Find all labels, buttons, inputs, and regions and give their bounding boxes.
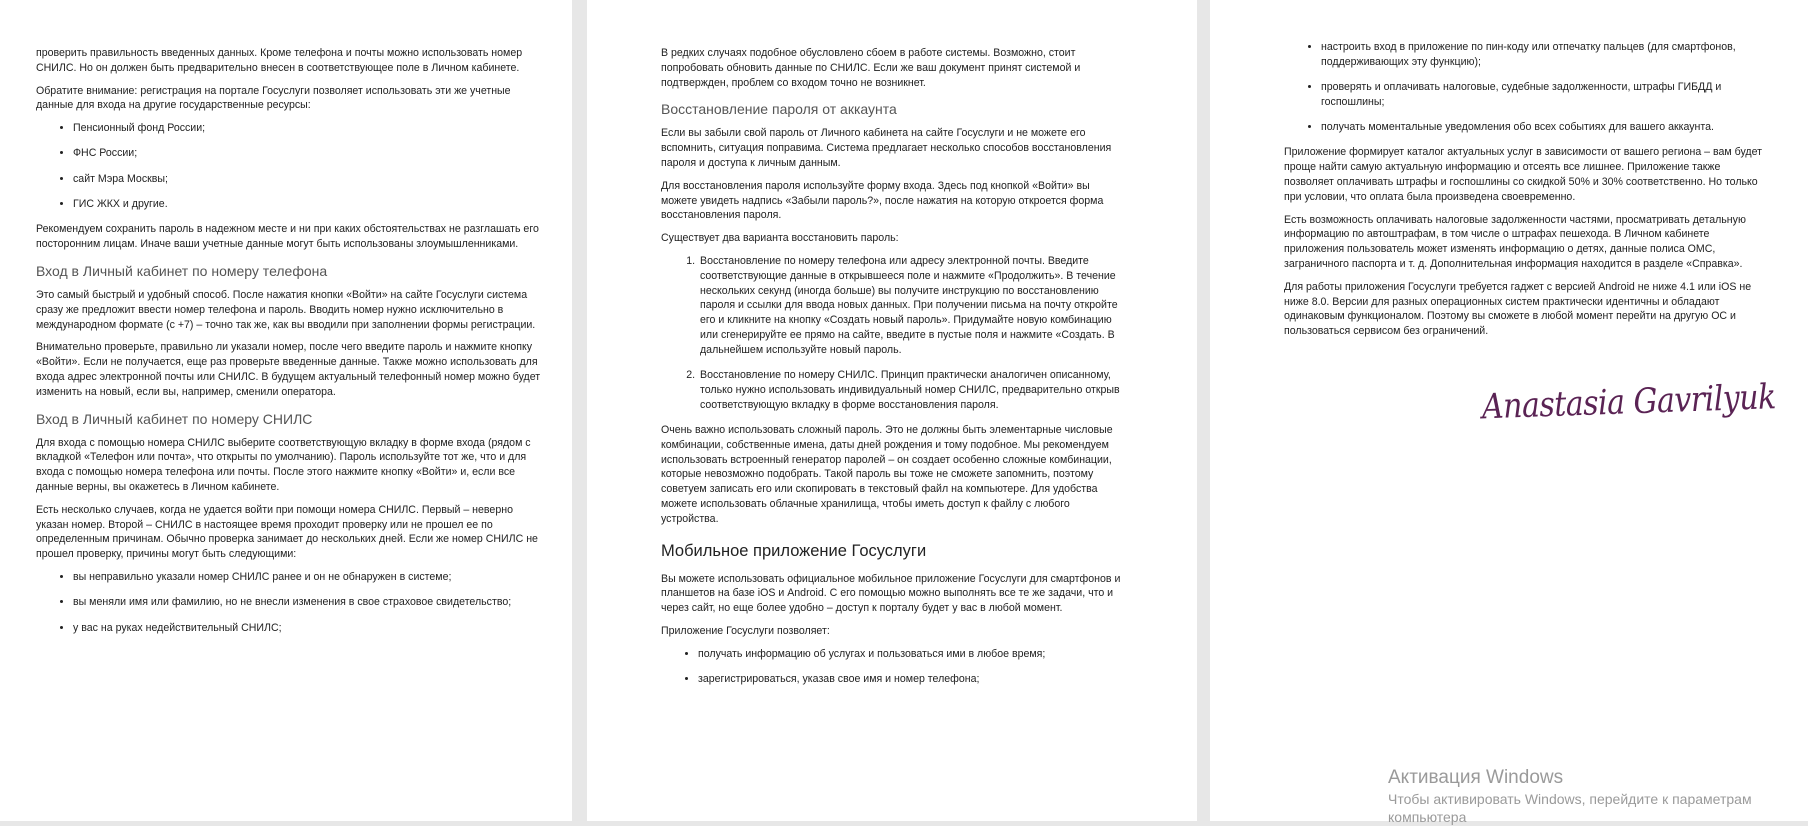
paragraph-recovery-form: Для восстановления пароля используйте форму входа. Здесь под кнопкой «Войти» вы можете увидеть надпись «Забыли пароль?», после нажатия на которую откроется форма восстановления пароля. <box>661 179 1104 222</box>
paragraph-app-allows: Приложение Госуслуги позволяет: <box>661 624 830 637</box>
list-item: 1. Восстановление по номеру телефона или адресу электронной почты. Введите соответствующие данные в открывшееся поле и нажмите «Продолжить». В течение нескольких секунд (иногда больше) вы получите инструкцию по восстановлению пароля и ссылки для ввода новых данных. При получении письма на почту откройте его и кликните на кнопку «Создать новый пароль». Придумайте новую комбинацию или сгенерируйте ее прямо на сайте, введите в пустые поля и нажмите «Создать. В дальнейшем используйте новый пароль. <box>698 254 1125 358</box>
document-page-2 <box>587 0 1197 821</box>
app-features-list <box>661 647 1125 687</box>
reasons-list <box>36 570 546 635</box>
list-item: • получать информацию об услугах и пользоваться ими в любое время; <box>698 647 1125 662</box>
watermark-subtitle-cut: компьютера <box>1388 809 1467 825</box>
list-item: • проверять и оплачивать налоговые, судебные задолженности, штрафы ГИБДД и госпошлины; <box>1321 80 1768 110</box>
windows-activation-watermark <box>1388 766 1752 826</box>
list-item: 2. Восстановление по номеру СНИЛС. Принцип практически аналогичен описанному, только нужно использовать индивидуальный номер СНИЛС, предварительно открыв соответствующую вкладку в форме восстановления пароля. <box>698 368 1125 412</box>
paragraph-taxes: Есть возможность оплачивать налоговые задолженности частями, просматривать детальную информацию по автоштрафам, в том числе о штрафах пешехода. В Личном кабинете приложения пользователь может изменять информацию о детях, данные полиса ОМС, заграничного паспорта и т. д. Дополнительная информация находится в разделе «Справка». <box>1284 213 1746 271</box>
resources-list <box>36 121 546 212</box>
list-item: • ГИС ЖКХ и другие. <box>73 197 546 212</box>
paragraph-two-ways: Существует два варианта восстановить пароль: <box>661 232 899 245</box>
list-item: • зарегистрироваться, указав свое имя и номер телефона; <box>698 672 1125 687</box>
paragraph-phone-1: Это самый быстрый и удобный способ. После нажатия кнопки «Войти» на сайте Госуслуги система сразу же предложит ввести номер телефона и пароль. Вводить номер нужно исключительно в международном формате (с +7) – точно так же, как вы вводили при заполнении формы регистрации. <box>36 288 536 331</box>
watermark-subtitle: Чтобы активировать Windows, перейдите к параметрам <box>1388 791 1752 807</box>
paragraph-phone-2: Внимательно проверьте, правильно ли указали номер, после чего введите пароль и нажмите кнопку «Войти». Если не получается, еще раз проверьте введенные данные. Также можно использовать для входа адрес электронной почты или СНИЛС. В будущем актуальный телефонный номер можно будет изменить на новый, если вы, например, сменили оператора. <box>36 341 541 398</box>
author-signature: Anastasia Gavrilyuk <box>1481 377 1777 428</box>
paragraph-attention: Обратите внимание: регистрация на портале Госуслуги позволяет использовать эти же учетные данные для входа на другие государственные ресурсы: <box>36 84 511 112</box>
list-item: • Пенсионный фонд России; <box>73 121 546 136</box>
list-item: • ФНС России; <box>73 146 546 161</box>
list-item: • у вас на руках недействительный СНИЛС; <box>73 621 546 636</box>
paragraph-mobile-app: Вы можете использовать официальное мобильное приложение Госуслуги для смартфонов и планшетов на базе iOS и Android. С его помощью можно выполнять все те же задачи, что и через сайт, но еще более удобно – доступ к порталу будет у вас в любой момент. <box>661 572 1121 615</box>
recovery-ways-list <box>661 254 1125 412</box>
list-item: • настроить вход в приложение по пин-коду или отпечатку пальцев (для смартфонов, поддерживающих эту функцию); <box>1321 40 1768 70</box>
heading-password-recovery: Восстановление пароля от аккаунта <box>661 101 897 118</box>
list-item: • сайт Мэра Москвы; <box>73 172 546 187</box>
paragraph-rare-cases: В редких случаях подобное обусловлено сбоем в работе системы. Возможно, стоит попробовать обновить данные по СНИЛС. Если же ваш документ принят системой и подтвержден, проблем со входом точно не возникнет. <box>661 47 1081 89</box>
list-item: • вы неправильно указали номер СНИЛС ранее и он не обнаружен в системе; <box>73 570 546 585</box>
heading-mobile-app: Мобильное приложение Госуслуги <box>661 541 927 560</box>
heading-phone-login: Вход в Личный кабинет по номеру телефона <box>36 262 328 279</box>
list-item: • получать моментальные уведомления обо всех событиях для вашего аккаунта. <box>1321 120 1768 135</box>
list-item: • вы меняли имя или фамилию, но не внесли изменения в свое страховое свидетельство; <box>73 595 546 610</box>
paragraph-forgot-password: Если вы забыли свой пароль от Личного кабинета на сайте Госуслуги и не можете его вспомнить, ситуация поправима. Система предлагает несколько способов восстановления пароля и доступа к личным данным. <box>661 127 1112 169</box>
paragraph-requirements: Для работы приложения Госуслуги требуется гаджет с версией Android не ниже 4.1 или iOS не ниже 8.0. Версии для разных операционных систем практически идентичны и обладают одинаковым функционалом. Поэтому вы сможете в любой момент перейти на другую ОС и пользоваться сервисом без ограничений. <box>1284 280 1752 338</box>
paragraph-complex-password: Очень важно использовать сложный пароль. Это не должны быть элементарные числовые комбинации, собственные имена, даты дней рождения и тому подобное. Мы рекомендуем использовать встроенный генератор паролей – он создает особенно сложные комбинации, которые невозможно подобрать. Такой пароль вы тоже не сможете запомнить, поэтому советуем записать его или скопировать в текстовый файл на компьютере. Для удобства можете использовать облачные хранилища, чтобы иметь доступ к файлу с любого устройства. <box>661 423 1113 525</box>
paragraph-intro: проверить правильность введенных данных. Кроме телефона и почты можно использовать номер СНИЛС. Но он должен быть предварительно внесен в соответствующее поле в Личном кабинете. <box>36 47 523 74</box>
paragraph-password: Рекомендуем сохранить пароль в надежном месте и ни при каких обстоятельствах не разглашать его посторонним лицам. Иначе ваши учетные данные могут быть использованы злоумышленниками. <box>36 223 539 251</box>
app-features-list-continued <box>1284 40 1768 135</box>
paragraph-snils-1: Для входа с помощью номера СНИЛС выберите соответствующую вкладку в форме входа (рядом с вкладкой «Телефон или почта», что открыты по умолчанию). Пароль используйте тот же, что и для входа с помощью номера телефона или почты. После этого нажмите кнопку «Войти» и, если все данные верны, вы окажетесь в Личном кабинете. <box>36 436 531 493</box>
paragraph-snils-2: Есть несколько случаев, когда не удается войти при помощи номера СНИЛС. Первый – неверно указан номер. Второй – СНИЛС в настоящее время проходит проверку или не прошел ее по определенным причинам. Обычно проверка занимает до нескольких дней. Если же номер СНИЛС не прошел проверку, причины могут быть следующими: <box>36 503 538 561</box>
document-page-1 <box>0 0 572 821</box>
heading-snils-login: Вход в Личный кабинет по номеру СНИЛС <box>36 410 313 427</box>
watermark-title: Активация Windows <box>1388 767 1564 788</box>
paragraph-catalog: Приложение формирует каталог актуальных услуг в зависимости от вашего региона – вам будет проще найти самую актуальную информацию и отсеять все лишнее. Приложение также позволяет оплачивать штрафы и госпошлины со скидкой 50% и 30% соответственно. Но только при условии, что оплата была произведена своевременно. <box>1284 146 1763 203</box>
